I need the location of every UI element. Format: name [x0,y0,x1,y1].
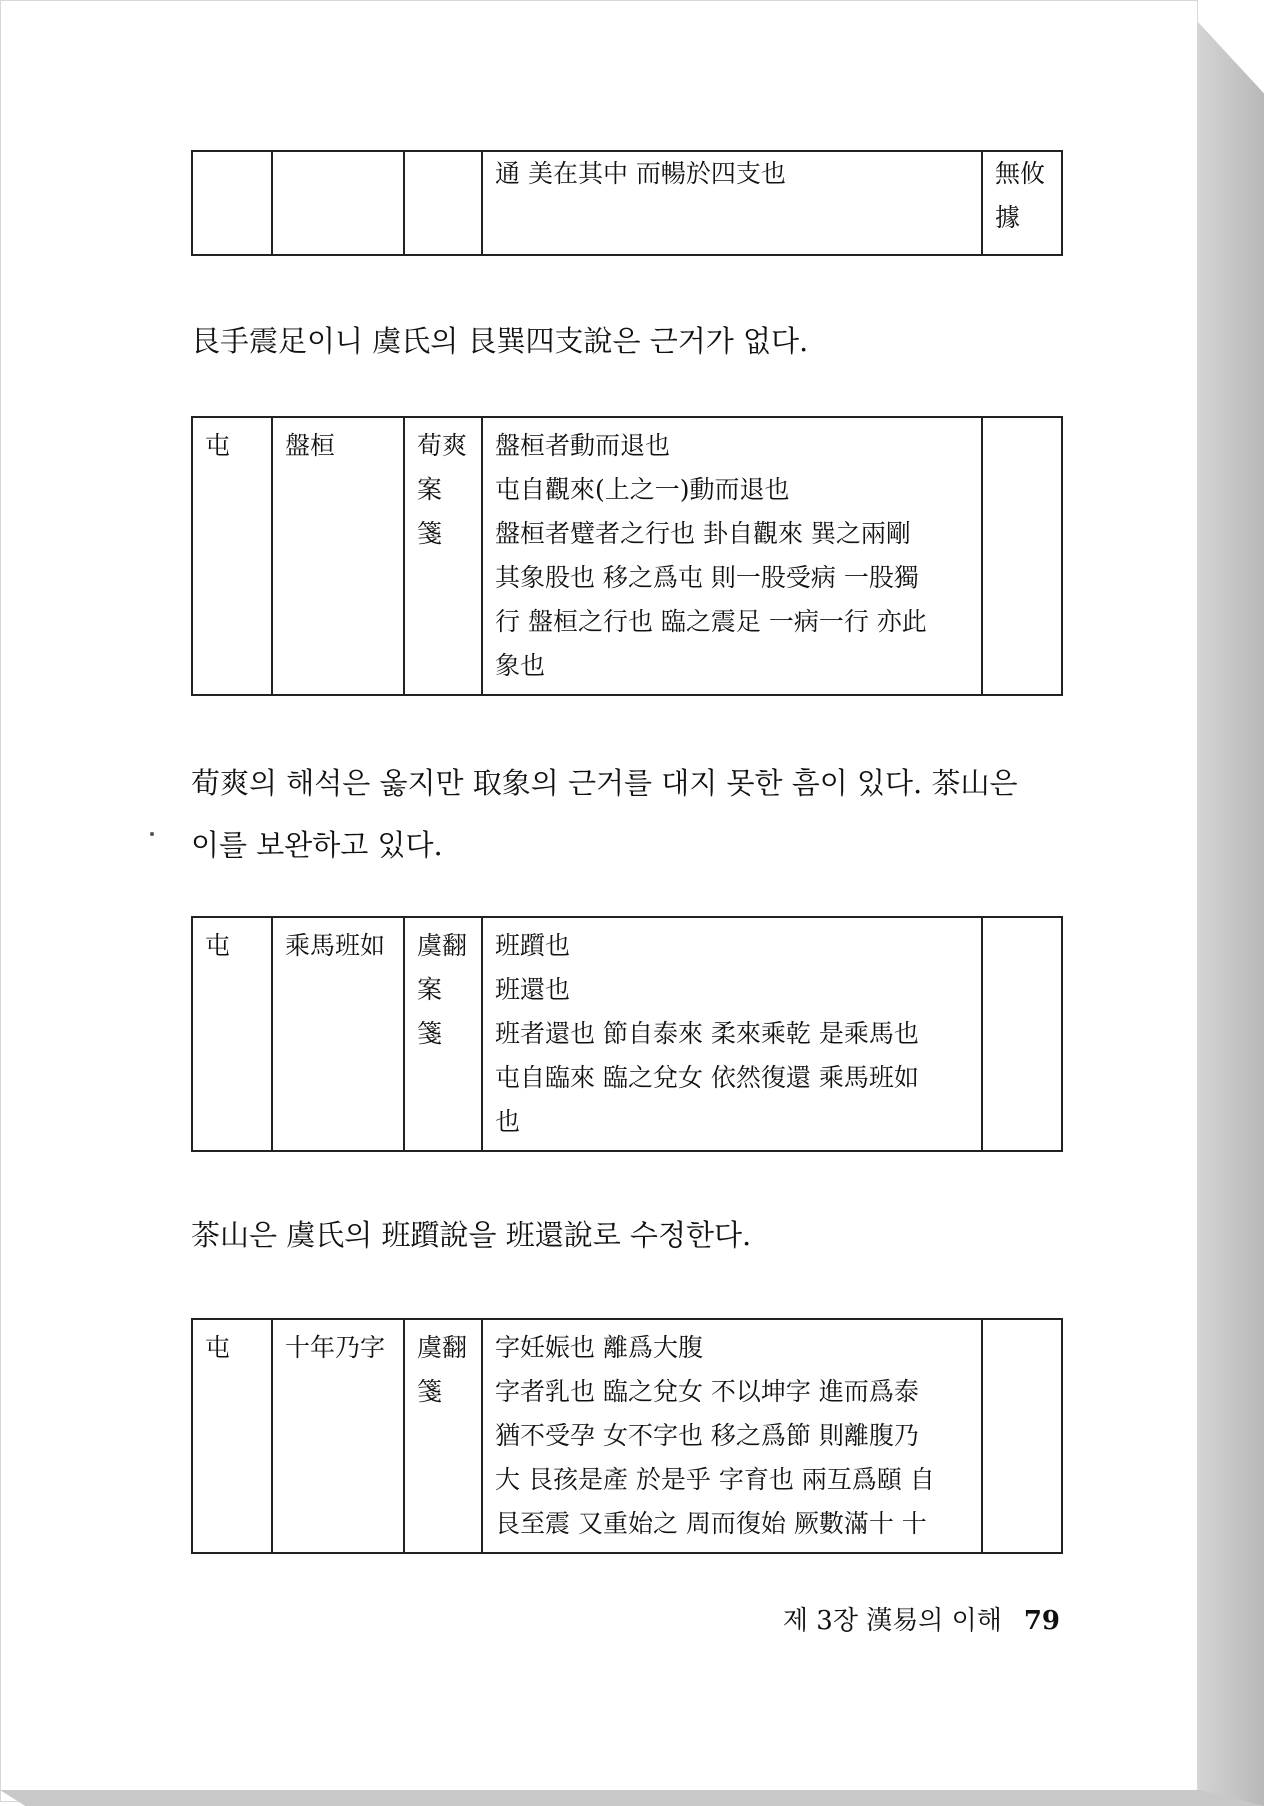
hexagram-cell [192,151,272,255]
commentary-line: 也 [495,1107,521,1136]
commentary-line: 象也 [495,651,546,680]
note-cell [982,151,1062,255]
source-cell [404,917,482,1151]
source-cell [404,151,482,255]
commentary-line: 艮至震 又重始之 周而復始 厥數滿十 十 [495,1509,927,1538]
commentary-line: 屯自臨來 臨之兌女 依然復還 乘馬班如 [495,1063,919,1092]
annotation-table-3 [191,1318,1063,1554]
chapter-title: 제 3장 漢易의 이해 [782,1606,1002,1636]
body-paragraph: 艮手震足이니 虞氏의 艮巽四支說은 근거가 없다. [191,324,809,358]
commentary-line: 其象股也 移之爲屯 則一股受病 一股獨 [495,563,919,592]
phrase-cell: 十年乃字 [272,1319,404,1553]
table-row [192,151,1062,255]
note-cell [982,917,1062,1151]
annotation-table-2 [191,916,1063,1152]
commentary-line: 屯自觀來(上之一)動而退也 [495,475,790,504]
commentary-line: 盤桓者動而退也 [495,431,671,460]
source-line: 虞翻 [417,931,468,960]
page-footer [760,1600,1060,1637]
phrase-cell [272,151,404,255]
commentary-line: 盤桓者躄者之行也 卦自觀來 巽之兩剛 [495,519,911,548]
commentary-line: 班者還也 節自泰來 柔來乘乾 是乘馬也 [495,1019,919,1048]
body-paragraph: 茶山은 虞氏의 班躓說을 班還說로 수정한다. [191,1218,752,1252]
hexagram-cell: 屯 [192,417,272,695]
note-line: 據 [995,203,1021,232]
source-line: 荀爽 [417,431,468,460]
commentary-line: 猶不受孕 女不字也 移之爲節 則離腹乃 [495,1421,919,1450]
note-line: 無攸 [995,159,1046,188]
commentary-line: 字者乳也 臨之兌女 不以坤字 進而爲泰 [495,1377,919,1406]
source-line: 虞翻 [417,1333,468,1362]
table-row [192,1319,1062,1553]
commentary-cell [482,917,982,1151]
source-cell [404,417,482,695]
hexagram-cell: 屯 [192,1319,272,1553]
stray-mark [150,832,154,836]
paragraph-line: 이를 보완하고 있다. [191,828,443,862]
commentary-line: 通 美在其中 而暢於四支也 [495,159,786,188]
source-line: 箋 [417,1377,443,1406]
commentary-cell [482,1319,982,1553]
commentary-line: 行 盤桓之行也 臨之震足 一病一行 亦此 [495,607,927,636]
table-row [192,917,1062,1151]
annotation-table-1 [191,416,1063,696]
phrase-cell: 乘馬班如 [272,917,404,1151]
source-line: 箋 [417,1019,443,1048]
page-edge-bottom [0,1790,1264,1806]
commentary-line: 字妊娠也 離爲大腹 [495,1333,703,1362]
commentary-line: 班還也 [495,975,571,1004]
source-line: 箋 [417,519,443,548]
commentary-line: 大 艮孩是產 於是乎 字育也 兩互爲頤 自 [495,1465,935,1494]
annotation-table-continued [191,150,1063,256]
note-cell [982,417,1062,695]
source-line: 案 [417,975,443,1004]
table-row [192,417,1062,695]
commentary-line: 班躓也 [495,931,571,960]
note-cell [982,1319,1062,1553]
page-edge-right [1198,22,1264,1806]
commentary-cell [482,417,982,695]
page-number: 79 [1023,1606,1060,1636]
source-line: 案 [417,475,443,504]
paragraph-line: 荀爽의 해석은 옳지만 取象의 근거를 대지 못한 흠이 있다. 茶山은 [191,766,1018,800]
hexagram-cell: 屯 [192,917,272,1151]
source-cell [404,1319,482,1553]
body-paragraph [191,752,1071,876]
commentary-cell [482,151,982,255]
phrase-cell: 盤桓 [272,417,404,695]
